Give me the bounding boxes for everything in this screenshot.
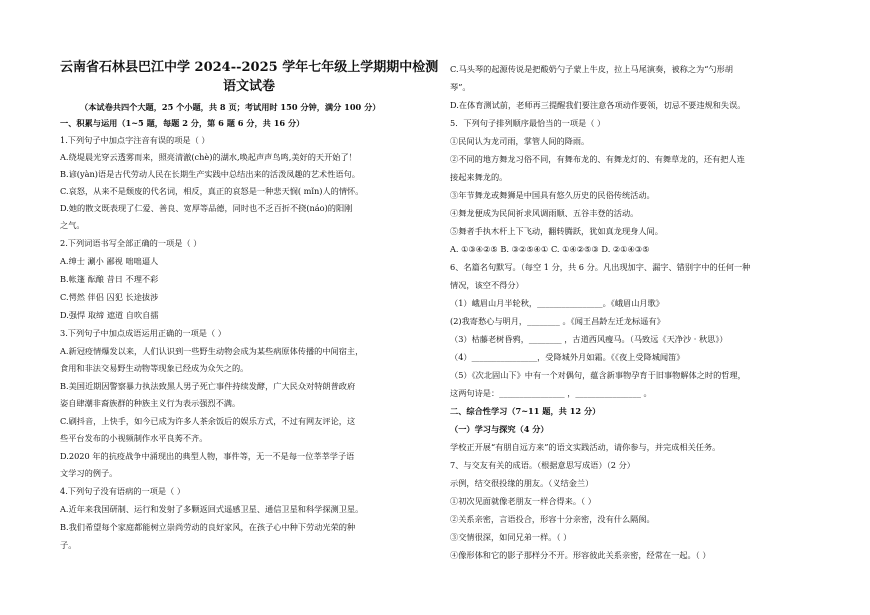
question-6: 6、名篇名句默写。（每空 1 分，共 6 分。凡出现加字、漏字、错别字中的任何一种	[450, 262, 751, 272]
q3-option-d-cont: 文学习的例子。	[60, 468, 118, 478]
q6-item-4: （4）________________，受降城外月如霜。《《夜上受降城闻笛》	[450, 352, 685, 362]
q2-option-b: B.帐篷 酝酿 昔日 不理不彩	[60, 274, 159, 284]
q5-sentence-5: ⑤舞者手执木杆上下飞动，翻转腾跃，犹如真龙现身人间。	[450, 226, 663, 236]
q3-option-b: B.美国近期因警察暴力执法致黑人男子死亡事件持续发酵，广大民众对特朗普政府	[60, 381, 356, 391]
q6-item-2: (2)我寄愁心与明月，________ 。《闻王昌龄左迁龙标遥有》	[450, 316, 665, 326]
q4-option-d: D.在体育测试前，老师再三提醒我们要注意各项动作要领，切忌不要违规和失误。	[450, 100, 746, 110]
q6-item-1: （1）峨眉山月半轮秋，________________。《峨眉山月歌》	[450, 298, 664, 308]
exam-subtitle: 语文试卷	[222, 79, 275, 94]
q5-sentence-1: ①民间认为龙司雨，掌管人间的降雨。	[450, 136, 590, 146]
q1-option-b: B.谚(yàn)语是古代劳动人民在长期生产实践中总结出来的活泼凤趣的艺术性语句。	[60, 169, 360, 179]
q6-item-5-cont: 这两句诗是：________________ ，________________ 。	[450, 388, 652, 398]
q6-item-5: （5）《次北固山下》中有一个对偶句，蕴含新事物孕育于旧事物解体之时的哲理，	[450, 370, 746, 380]
q2-option-c: C.愕然 伴侣 囚犯 长途拔涉	[60, 292, 159, 302]
exam-title: 云南省石林县巴江中学 2024--2025 学年七年级上学期期中检测	[60, 60, 439, 75]
question-5: 5．下列句子排列顺序最恰当的一项是（ ）	[450, 118, 606, 128]
q7-item-2: ②关系亲密，言语投合，形容十分亲密，没有什么隔阂。	[450, 514, 655, 524]
q3-option-b-cont: 姿自肆潮非裔族群的种族主义行为表示强烈不满。	[60, 398, 241, 408]
q1-option-a: A.绕堤晨光穿云透雾而来，照亮清澈(chè)的湖水,唤起声声鸟鸣,美好的天开始了！	[60, 152, 357, 162]
question-6-cont: 情况，该空不得分）	[450, 280, 524, 290]
subsection-1-heading: （一）学习与探究（4 分）	[450, 424, 549, 434]
q2-option-a: A.绅士 涮小 鄙视 咄咄逼人	[60, 256, 159, 266]
q5-sentence-3: ③年节舞龙或舞狮是中国具有悠久历史的民俗传统活动。	[450, 190, 655, 200]
q3-option-d: D.2020 年的抗疫战争中涌现出的典型人物，事件等，无一不是每一位莘莘学子语	[60, 451, 355, 461]
q1-option-d-cont: 之气。	[60, 220, 85, 230]
q5-sentence-4: ④舞龙便成为民间祈求风调雨顺、五谷丰登的活动。	[450, 208, 639, 218]
q3-option-c: C.刷抖音，上快手，如今已成为许多人茶余饭后的娱乐方式，不过有网友评论，这	[60, 416, 356, 426]
q1-option-c: C.哀怒，从来不是颓废的代名词，相反，真正的哀怒是一种悲天悯( mǐn)人的情怀。	[60, 186, 364, 196]
q5-sentence-2-cont: 接起来舞龙的。	[450, 172, 508, 182]
q3-option-a-cont: 食用和非法交易野生动物等现象已经成为众矢之的。	[60, 363, 249, 373]
q7-item-3: ③交情很深，如同兄弟一样。（ ）	[450, 532, 572, 542]
question-2: 2.下列词语书写全部正确的一项是（ ）	[60, 238, 202, 248]
section-1-heading: 一、积累与运用（1~5 题，每题 2 分，第 6 题 6 分，共 16 分）	[60, 118, 305, 128]
q5-sentence-2: ②不同的地方舞龙习俗不同，有舞布龙的、有舞龙灯的、有舞草龙的，还有把人连	[450, 154, 745, 164]
q2-option-d: D.强悍 取缔 遮道 自吹自擂	[60, 310, 159, 320]
question-1: 1.下列句子中加点字注音有误的项是（ ）	[60, 135, 210, 145]
section-2-heading: 二、综合性学习（7~11 题，共 12 分）	[450, 406, 601, 416]
q6-item-3: （3）枯藤老树昏鸦，________ ，古道西风瘦马。（马致远《天净沙 · 秋思》）	[450, 334, 728, 344]
q4-option-b: B.我们希望每个家庭都能树立崇尚劳动的良好家风，在孩子心中种下劳动光荣的种	[60, 522, 356, 532]
q7-item-1: ①初次见面就像老朋友一样合得来。（ ）	[450, 496, 596, 506]
question-3: 3.下列句子中加点成语运用正确的一项是（ ）	[60, 328, 226, 338]
q3-option-c-cont: 些平台发布的小视频制作水平良莠不齐。	[60, 433, 208, 443]
q1-option-d: D.她的散文既表现了仁爱、善良、宽厚等品德，同时也不乏百折不挠(náo)的阳刚	[60, 203, 353, 213]
q3-option-a: A.新冠疫情爆发以来，人们认识到一些野生动物会成为某些病原体传播的中间宿主，	[60, 346, 364, 356]
q7-example: 示例，结交很投缘的朋友。（义结金兰）	[450, 478, 594, 488]
activity-intro: 学校正开展“有朋自远方来”的语文实践活动，请你参与，并完成相关任务。	[450, 442, 721, 452]
q4-option-a: A.近年来我国研制、运行和发射了多颗返回式遥感卫星、通信卫星和科学探测卫星。	[60, 504, 364, 514]
exam-note: （本试卷共四个大题，25 个小题，共 8 页；考试用时 150 分钟，满分 100 分）	[80, 102, 381, 112]
question-4: 4.下列句子没有语病的一项是（ ）	[60, 486, 186, 496]
q4-option-c: C.马头琴的起源传说是把酸奶勺子蒙上牛皮，拉上马尾演奏，被称之为“勺形胡	[450, 64, 733, 74]
q4-option-b-cont: 子。	[60, 540, 77, 550]
question-7: 7、与交友有关的成语。（根据意思写成语）（2 分）	[450, 460, 635, 470]
q4-option-c-cont: 琴”。	[450, 82, 471, 92]
q5-answer-options: A. ①③④②⑤ B. ③②⑤④① C. ①④②⑤③ D. ②①④③⑤	[450, 244, 650, 254]
q7-item-4: ④像形体和它的影子那样分不开。形容彼此关系亲密，经常在一起。（ ）	[450, 550, 711, 560]
